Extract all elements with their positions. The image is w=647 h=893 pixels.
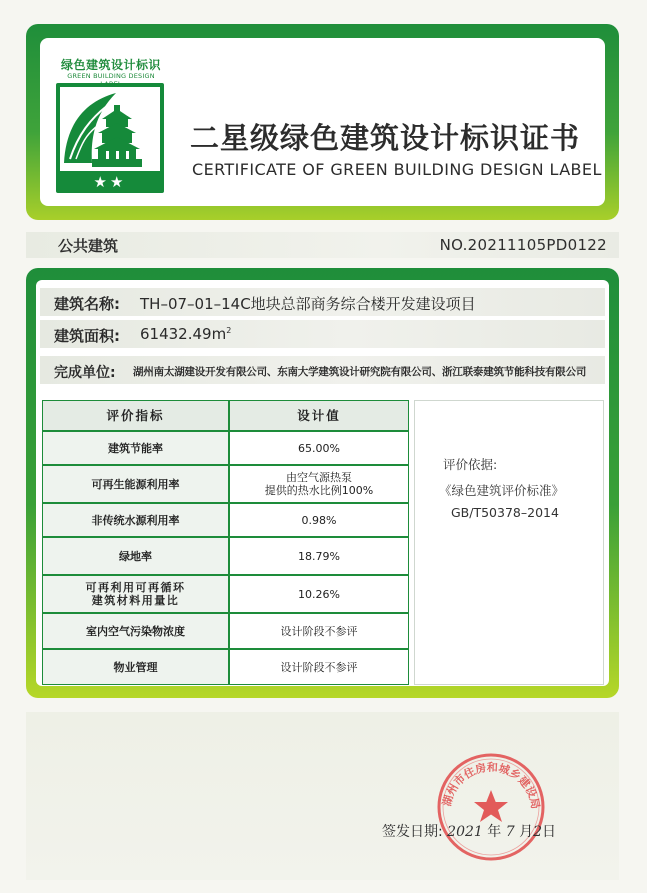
issue-year: 2021: [447, 824, 483, 840]
seal-text: 湖州市住房和城乡建设局: [440, 760, 543, 811]
basis-code: GB/T50378–2014: [451, 505, 559, 520]
issue-month-unit: 月: [519, 824, 534, 840]
main-inner: [36, 280, 609, 686]
table-row-indicator: 非传统水源利用率: [43, 504, 228, 536]
category-row: [26, 232, 619, 258]
table-header-indicator: 评价指标: [43, 401, 228, 430]
official-seal-icon: [436, 752, 546, 862]
table-row-value: 10.26%: [230, 576, 408, 612]
temple-leaf-icon: [56, 83, 164, 175]
table-row-value: 设计阶段不参评: [230, 614, 408, 648]
certificate-title-cn: 二星级绿色建筑设计标识证书: [190, 121, 581, 155]
table-row-value: 由空气源热泵 提供的热水比例100%: [230, 466, 408, 502]
table-row-indicator: 物业管理: [43, 650, 228, 684]
evaluation-basis-box: [414, 400, 604, 685]
building-area-label: 建筑面积:: [54, 327, 120, 345]
table-row-indicator: 建筑节能率: [43, 432, 228, 464]
certificate-title-en: CERTIFICATE OF GREEN BUILDING DESIGN LABEL: [192, 160, 602, 179]
logo-caption-cn: 绿色建筑设计标识: [60, 58, 161, 72]
issue-date-label: 签发日期:: [382, 824, 443, 840]
area-number: 61432.49m: [140, 325, 227, 343]
header-panel: [26, 24, 619, 220]
building-name-value: TH–07–01–14C地块总部商务综合楼开发建设项目: [140, 295, 476, 313]
area-unit-superscript: 2: [226, 326, 232, 335]
building-area-value: [140, 325, 231, 343]
basis-standard: 《绿色建筑评价标准》: [439, 483, 565, 498]
completion-units-row: [40, 356, 605, 384]
completion-units-label: 完成单位:: [54, 365, 116, 381]
table-row-value: 设计阶段不参评: [230, 650, 408, 684]
issue-date: [382, 821, 556, 841]
green-building-logo: [56, 83, 164, 193]
building-name-label: 建筑名称:: [54, 295, 120, 313]
building-type: 公共建筑: [58, 237, 119, 255]
main-panel: [26, 268, 619, 698]
logo-caption-en: GREEN BUILDING DESIGN: [67, 72, 155, 80]
rating-stars: ★★: [93, 173, 127, 191]
table-row-value: 18.79%: [230, 538, 408, 574]
table-row-indicator: 绿地率: [43, 538, 228, 574]
table-header-value: 设计值: [230, 401, 408, 430]
header-inner: [40, 38, 605, 206]
table-row-value: 0.98%: [230, 504, 408, 536]
issue-month: 7: [505, 824, 515, 840]
issue-day-unit: 日: [542, 824, 557, 840]
completion-units-value: 湖州南太湖建设开发有限公司、东南大学建筑设计研究院有限公司、浙江联泰建筑节能科技有限公司: [133, 366, 587, 378]
issue-day: 2: [533, 824, 543, 840]
table-row-value: 65.00%: [230, 432, 408, 464]
building-name-row: [40, 288, 605, 316]
issue-section: [26, 712, 619, 880]
building-area-row: [40, 320, 605, 348]
evaluation-table: [42, 400, 409, 685]
basis-label: 评价依据:: [443, 457, 498, 472]
issue-year-unit: 年: [487, 824, 502, 840]
table-row-indicator: 室内空气污染物浓度: [43, 614, 228, 648]
table-row-indicator: 可再利用可再循环 建筑材料用量比: [43, 576, 228, 612]
certificate-number: NO.20211105PD0122: [439, 236, 607, 254]
table-row-indicator: 可再生能源利用率: [43, 466, 228, 502]
